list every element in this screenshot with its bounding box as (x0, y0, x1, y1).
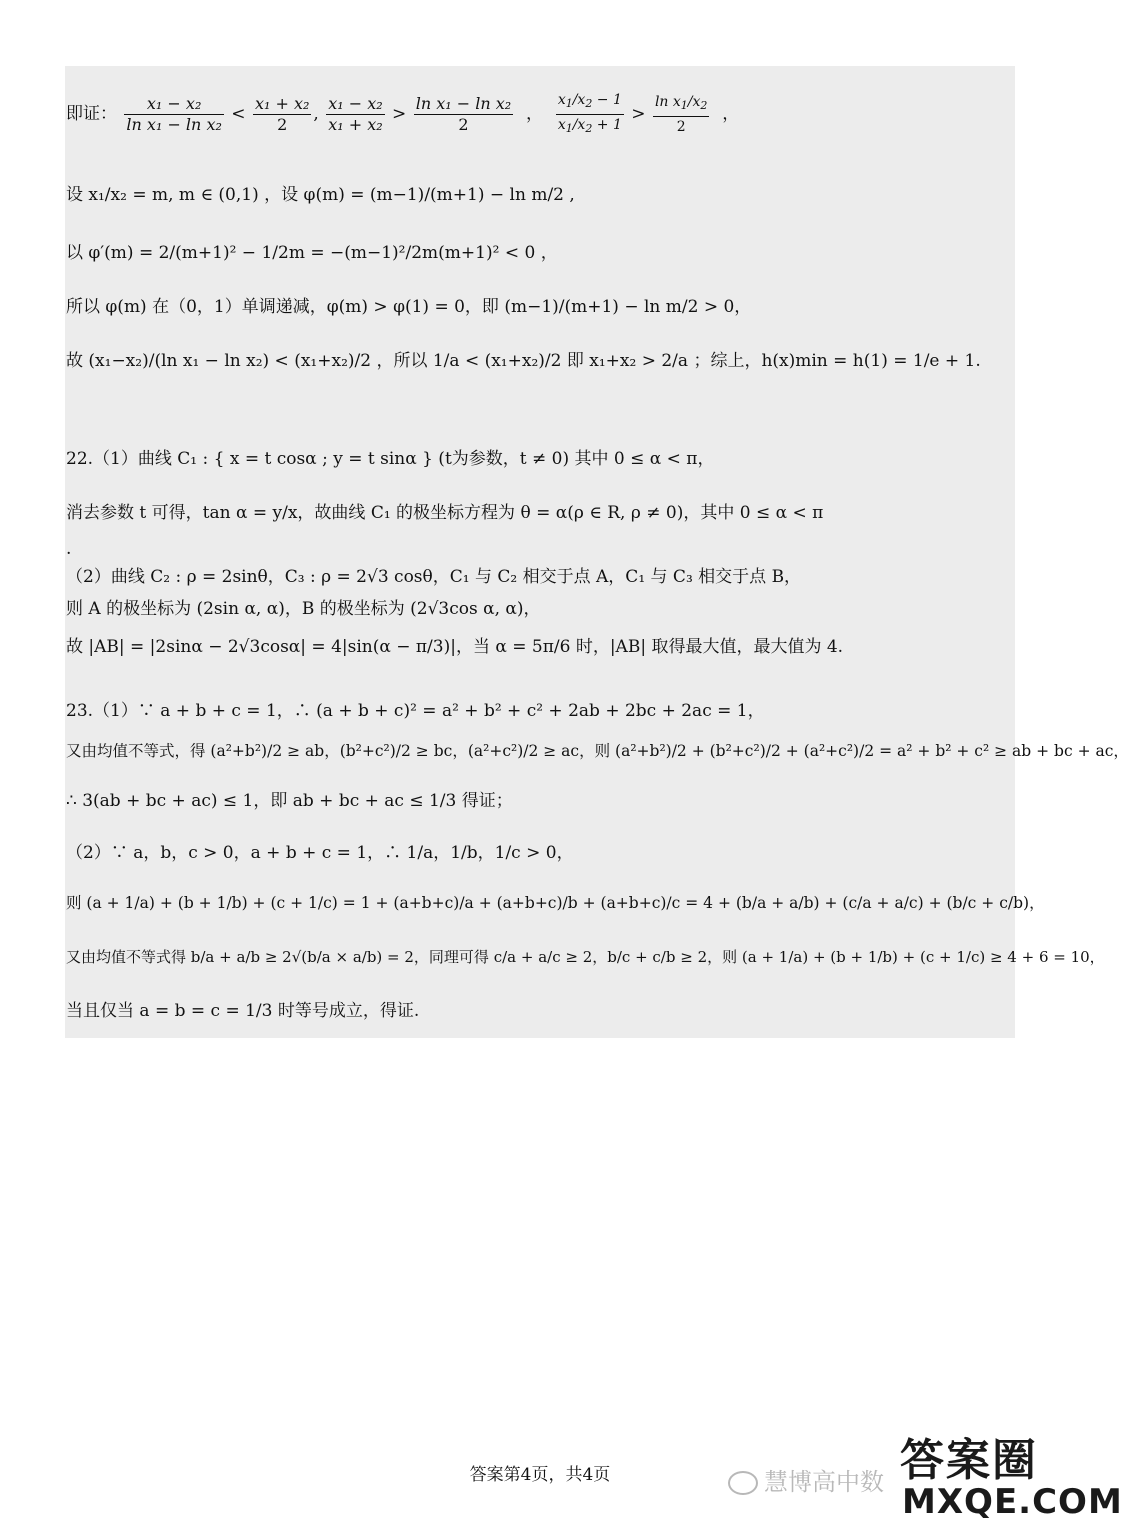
q22-line5 (66, 636, 843, 658)
denominator: x₁ + x₂ (328, 115, 383, 134)
proof-line-3 (66, 242, 558, 264)
text: 当且仅当 a = b = c = 1/3 时等号成立，得证. (66, 1001, 420, 1021)
q23-line2 (66, 740, 1129, 762)
q23-line3 (66, 790, 513, 812)
numerator: x₁ + x₂ (254, 94, 310, 113)
fraction (326, 94, 384, 135)
proof-line-2 (66, 184, 575, 206)
text: （2）∵ a，b，c > 0，a + b + c = 1，∴ 1/a，1/b，1/c > 0， (66, 843, 574, 863)
text: 故 |AB| = |2sinα − 2√3cosα| = 4|sin(α − π/3)|，当 α = 5π/6 时，|AB| 取得最大值，最大值为 4. (66, 637, 844, 657)
denominator: ln x₁ − ln x₂ (126, 115, 222, 134)
text: ∴ 3(ab + bc + ac) ≤ 1，即 ab + bc + ac ≤ 1/3 得证； (66, 791, 513, 811)
fraction (414, 94, 513, 135)
proof-line-4 (66, 296, 751, 318)
q22-line2 (66, 502, 823, 524)
page-footer: 答案第4页，共4页 (469, 1465, 611, 1485)
logo-url: MXQE.COM (902, 1482, 1123, 1522)
compound-fraction: $\frac{x_1/x_2 - 1}{x_1/x_2 + 1}$ (557, 92, 622, 135)
text: 22.（1）曲线 C₁ : { x = t cosα ; y = t sinα } (t为参数，t ≠ 0) 其中 0 ≤ α < π， (66, 449, 715, 469)
text: 23.（1）∵ a + b + c = 1，∴ (a + b + c)² = a² + b² + c² + 2ab + 2bc + 2ac = 1， (66, 701, 765, 721)
q22-line4 (66, 598, 541, 620)
denominator: 2 (277, 115, 288, 134)
text: （2）曲线 C₂ : ρ = 2sinθ，C₃ : ρ = 2√3 cosθ，C₁ 与 C₂ 相交于点 A，C₁ 与 C₃ 相交于点 B， (66, 567, 802, 587)
watermark-text: 慧博高中数 (764, 1468, 884, 1496)
numerator: x₁ − x₂ (328, 94, 383, 113)
q23-part2 (66, 842, 574, 864)
text: 所以 φ(m) 在（0，1）单调递减，φ(m) > φ(1) = 0，即 (m−1)/(m+1) − ln m/2 > 0， (66, 297, 752, 317)
numerator: ln x₁ − ln x₂ (415, 94, 512, 113)
fraction (124, 94, 223, 135)
q23-line5 (66, 892, 1045, 914)
text: 又由均值不等式得 b/a + a/b ≥ 2√(b/a × a/b) = 2，同理可得 c/a + a/c ≥ 2，b/c + c/b ≥ 2，则 (a + 1/a) + (b + 1/b) + (c + 1/c) ≥ 4 + 6 = 10， (66, 948, 1105, 966)
text: 则 (a + 1/a) + (b + 1/b) + (c + 1/c) = 1 + (a+b+c)/a + (a+b+c)/b + (a+b+c)/c = 4 + (b/a + a/b) + (c/a + a/c) + (b/c + c/b)， (66, 894, 1045, 912)
text: 以 φ′(m) = 2/(m+1)² − 1/2m = −(m−1)²/2m(m+1)² < 0 ， (66, 243, 558, 263)
numerator: x₁ − x₂ (124, 94, 223, 115)
text: 消去参数 t 可得，tan α = y/x，故曲线 C₁ 的极坐标方程为 θ = α(ρ ∈ R, ρ ≠ 0)，其中 0 ≤ α < π (66, 503, 824, 523)
q23-line6 (66, 946, 1105, 968)
text: 则 A 的极坐标为 (2sin α, α)，B 的极坐标为 (2√3cos α, α)， (66, 599, 541, 619)
q23-line7 (66, 1000, 419, 1022)
q23-part1 (66, 700, 765, 722)
text: 即证： (66, 104, 117, 124)
denominator: 2 (458, 115, 469, 134)
text: 故 (x₁−x₂)/(ln x₁ − ln x₂) < (x₁+x₂)/2 ，所以 1/a < (x₁+x₂)/2 即 x₁+x₂ > 2/a ；综上，h(x)min = h(1) = 1/e + 1. (66, 351, 981, 371)
text: 又由均值不等式，得 (a²+b²)/2 ≥ ab，(b²+c²)/2 ≥ bc，(a²+c²)/2 ≥ ac，则 (a²+b²)/2 + (b²+c²)/2 + (a²+c²)/2 = a² + b² + c² ≥ ab + bc + ac， (66, 742, 1129, 760)
proof-line-5 (66, 350, 981, 372)
stray-period: . (66, 539, 72, 559)
proof-line-1: 即证： $\frac{\text{x₁ − x₂}}{\text{ln x₁ − ln x₂}}$ < $\frac{\text{x₁ + x₂}}{2}$ , $\frac{\text{x₁ − x₂}}{\text{x₁ + x₂}}$ > $\frac{\text{ln x₁ − ln x₂}}{2}$ ， $\frac{x_1/x_2 - 1}{x_1/x_2 + 1}$ > $\frac{\ln x_1/x_2}{2}$ ， (66, 90, 739, 139)
compound-fraction: $\frac{\ln x_1/x_2}{2}$ (654, 94, 708, 135)
q22-part2 (66, 566, 801, 588)
text: 设 x₁/x₂ = m, m ∈ (0,1) ，设 φ(m) = (m−1)/(m+1) − ln m/2 , (66, 185, 575, 205)
logo-text: 答案圈 (900, 1435, 1038, 1486)
site-logo (900, 1424, 1123, 1522)
wechat-icon (728, 1471, 758, 1495)
fraction (253, 94, 311, 135)
watermark (728, 1462, 884, 1497)
q22-part1 (66, 448, 714, 470)
